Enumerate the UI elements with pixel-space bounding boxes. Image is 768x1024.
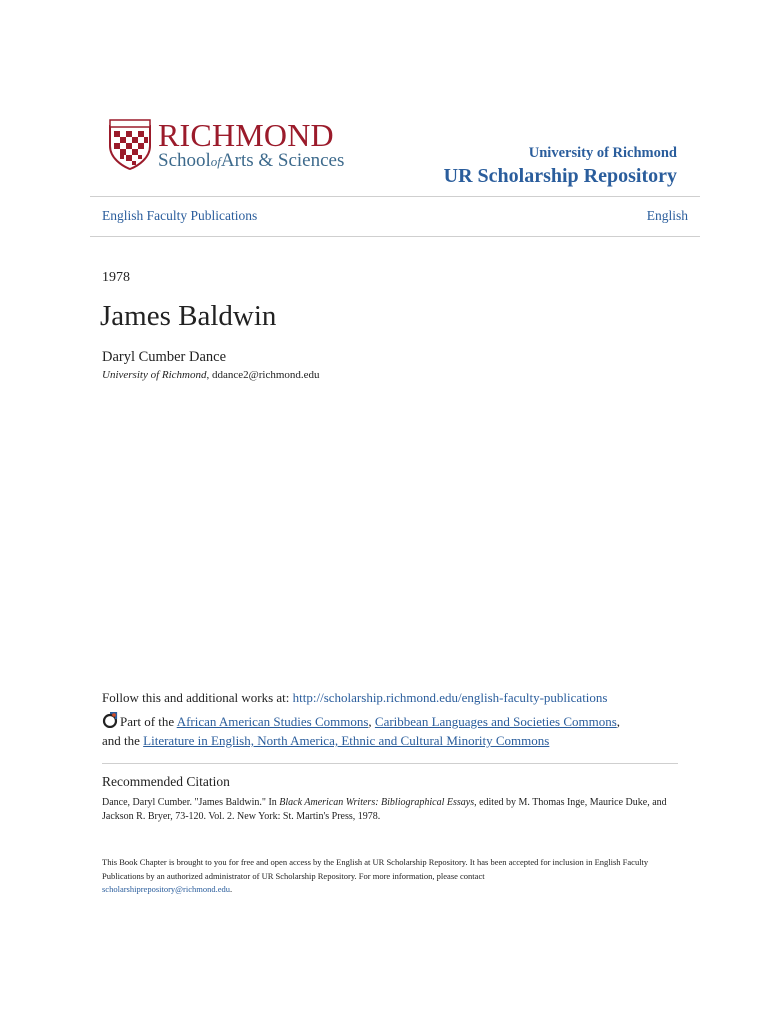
citation-text: Dance, Daryl Cumber. "James Baldwin." In Black American Writers: Bibliographical Essays, edited by M. Thomas Inge, Maurice Duke, and Jackson R. Bryer, 73-120. Vol. 2. New York: St. Martin's Press, 1978. [102, 797, 667, 822]
nav-department-link[interactable]: English [646, 208, 688, 223]
nav-collection-link[interactable]: English Faculty Publications [102, 208, 258, 223]
commons-network-icon [102, 712, 118, 728]
repository-header [444, 145, 677, 189]
divider [90, 196, 700, 197]
access-notice: This Book Chapter is brought to you for free and open access by the English at UR Scholarship Repository. It has been accepted for inclusion in English Faculty Publications by an authorized administrator of UR Scholarship Repository. For more information, please contact scholarshiprepository@richmond.edu. [102, 857, 649, 894]
logo-subtitle: SchoolofArts & Sciences [158, 150, 345, 171]
divider [102, 763, 678, 764]
disciplines-line: Part of the African American Studies Commons, Caribbean Languages and Societies Commons, and the Literature in English, North America, Ethnic and Cultural Minority Commons [102, 714, 621, 748]
repository-name: UR Scholarship Repository [443, 165, 677, 187]
divider [90, 236, 700, 237]
document-title: James Baldwin [100, 300, 277, 332]
logo-title: RICHMOND [158, 117, 334, 153]
author-affiliation: University of Richmond, ddance2@richmond.edu [102, 369, 320, 381]
shield-icon [108, 118, 152, 170]
author-name: Daryl Cumber Dance [102, 349, 227, 365]
commons-link-african-american[interactable]: African American Studies Commons [176, 714, 369, 729]
contact-email-link[interactable]: scholarshiprepository@richmond.edu [102, 884, 230, 894]
author-email: ddance2@richmond.edu [211, 369, 320, 381]
collection-url-link[interactable]: http://scholarship.richmond.edu/english-faculty-publications [292, 690, 608, 705]
richmond-logo [108, 118, 358, 174]
repository-university: University of Richmond [528, 145, 677, 161]
commons-link-caribbean[interactable]: Caribbean Languages and Societies Commons [374, 714, 617, 729]
publication-year: 1978 [102, 270, 130, 285]
citation-heading: Recommended Citation [102, 774, 230, 789]
commons-link-literature[interactable]: Literature in English, North America, Ethnic and Cultural Minority Commons [143, 733, 550, 748]
follow-line: Follow this and additional works at: http://scholarship.richmond.edu/english-faculty-publications [102, 690, 608, 705]
